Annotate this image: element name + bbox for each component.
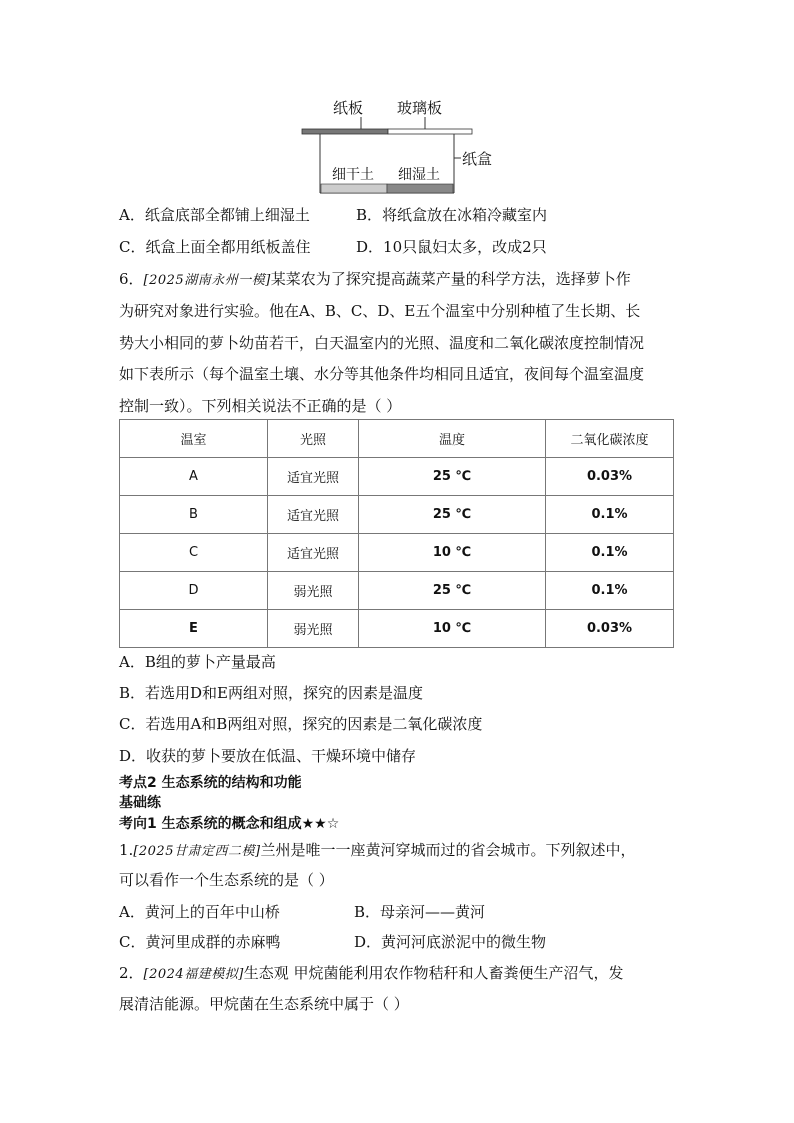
table-cell: 0.03% [546,610,674,648]
table-cell: B [120,496,268,534]
glass-cover [388,129,472,134]
q1-source: [2025甘肃定西二模] [133,844,261,859]
q6-option-c: C．若选用A和B两组对照，探究的因素是二氧化碳浓度 [119,715,483,733]
q5-option-c: C．纸盒上面全都用纸板盖住 [119,238,311,256]
q1-option-a: A．黄河上的百年中山桥 [119,903,280,921]
experiment-diagram [290,92,510,202]
q6-line-3: 势大小相同的萝卜幼苗若干，白天温室内的光照、温度和二氧化碳浓度控制情况 [119,334,645,352]
q1-option-d: D．黄河河底淤泥中的微生物 [354,933,547,951]
table-cell: 弱光照 [268,572,359,610]
table-row [120,534,674,572]
diagram-label-wet-soil: 细湿土 [398,167,440,183]
table-cell: 0.1% [546,534,674,572]
table-row [120,458,674,496]
table-cell: 25 ℃ [359,496,546,534]
table-cell: 25 ℃ [359,572,546,610]
table-cell: A [120,458,268,496]
table-header-cell: 光照 [268,420,359,458]
q5-option-b: B．将纸盒放在冰箱冷藏室内 [356,206,548,224]
q6-line-1: 某菜农为了探究提高蔬菜产量的科学方法，选择萝卜作 [270,270,631,288]
q1-stem-line-1 [119,840,636,862]
q6-source: [2025湖南永州一模] [143,273,271,288]
diagram-label-box: 纸盒 [462,150,493,168]
table-cell: 10 ℃ [359,610,546,648]
table-row [120,496,674,534]
dry-soil [321,184,387,193]
diagram-label-cardboard: 纸板 [333,99,364,117]
table-cell: E [120,610,268,648]
q6-option-d: D．收获的萝卜要放在低温、干燥环境中储存 [119,747,417,765]
table-cell: 适宜光照 [268,496,359,534]
table-cell: D [120,572,268,610]
table-cell: 0.1% [546,572,674,610]
table-row [120,572,674,610]
table-cell: 弱光照 [268,610,359,648]
q6-line-4: 如下表所示（每个温室土壤、水分等其他条件均相同且适宜，夜间每个温室温度 [119,365,645,383]
q2-stem-line-1 [119,963,624,985]
cardboard-cover [302,129,388,134]
table-cell: 适宜光照 [268,534,359,572]
q1-line-2: 可以看作一个生态系统的是（ ） [119,871,334,889]
wet-soil [387,184,453,193]
table-cell: 0.03% [546,458,674,496]
diagram-label-dry-soil: 细干土 [332,167,374,183]
q6-option-a: A．B组的萝卜产量最高 [119,653,276,671]
table-cell: 适宜光照 [268,458,359,496]
q1-option-b: B．母亲河——黄河 [354,903,486,921]
greenhouse-table [119,419,674,648]
table-header-cell: 温度 [359,420,546,458]
q6-stem-line-1 [119,269,631,291]
section-topic: 考向1 生态系统的概念和组成★★☆ [119,816,340,832]
q1-number: 1. [119,841,134,859]
q6-line-5: 控制一致）。下列相关说法不正确的是（ ） [119,397,402,415]
q2-line-2: 展清洁能源。甲烷菌在生态系统中属于（ ） [119,995,409,1013]
section-title: 考点2 生态系统的结构和功能 [119,775,302,791]
q5-option-d: D．10只鼠妇太多，改成2只 [356,238,547,256]
q6-option-b: B．若选用D和E两组对照，探究的因素是温度 [119,684,424,702]
q1-line-1: 兰州是唯一一座黄河穿城而过的省会城市。下列叙述中， [260,841,636,859]
table-header-cell: 二氧化碳浓度 [546,420,674,458]
table-cell: C [120,534,268,572]
q1-option-c: C．黄河里成群的赤麻鸭 [119,933,281,951]
table-cell: 25 ℃ [359,458,546,496]
table-header-cell: 温室 [120,420,268,458]
diagram-label-glass: 玻璃板 [397,99,443,117]
table-cell: 10 ℃ [359,534,546,572]
table-row [120,610,674,648]
q2-source: [2024福建模拟] [143,967,244,982]
q6-line-2: 为研究对象进行实验。他在A、B、C、D、E五个温室中分别种植了生长期、长 [119,302,641,320]
q2-number: 2． [119,964,144,982]
q2-line-1: 生态观 甲烷菌能利用农作物秸秆和人畜粪便生产沼气，发 [243,964,624,982]
table-cell: 0.1% [546,496,674,534]
table-header-row [120,420,674,458]
section-subtitle: 基础练 [119,795,161,811]
q5-option-a: A．纸盒底部全都铺上细湿土 [119,206,310,224]
q6-number: 6． [119,270,144,288]
